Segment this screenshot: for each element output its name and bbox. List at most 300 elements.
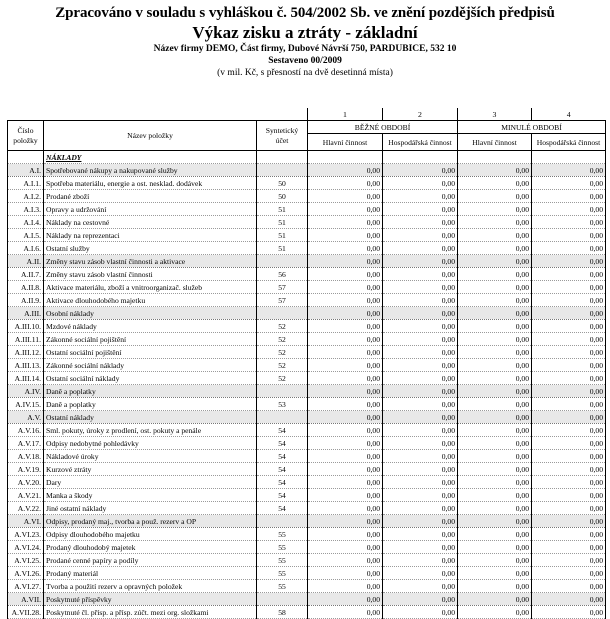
item-code: A.III.11.	[8, 333, 44, 346]
value-previous-econ: 0,00	[532, 307, 606, 320]
value-current-main: 0,00	[308, 515, 383, 528]
value-current-econ: 0,00	[383, 372, 458, 385]
synthetic-account: 58	[257, 606, 308, 619]
table-row	[8, 554, 606, 567]
item-code: A.V.21.	[8, 489, 44, 502]
item-code: A.VI.	[8, 515, 44, 528]
table-row	[8, 333, 606, 346]
compiled-date: Sestaveno 00/2009	[268, 56, 342, 66]
value-current-main: 0,00	[308, 450, 383, 463]
item-code: A.I.2.	[8, 190, 44, 203]
legal-basis-title: Zpracováno v souladu s vyhláškou č. 504/2002 Sb. ve znění pozdějších předpisů	[55, 5, 555, 21]
value-current-main: 0,00	[308, 593, 383, 606]
value-previous-main: 0,00	[458, 177, 532, 190]
value-previous-econ: 0,00	[532, 268, 606, 281]
income-statement-table	[7, 108, 606, 619]
item-code: A.I.1.	[8, 177, 44, 190]
table-row	[8, 489, 606, 502]
item-name: Aktivace materiálu, zboží a vnitroorganizač. služeb	[44, 281, 257, 294]
report-header	[0, 4, 610, 79]
synthetic-account: 50	[257, 190, 308, 203]
value-previous-main: 0,00	[458, 255, 532, 268]
value-previous-main: 0,00	[458, 333, 532, 346]
group-row	[8, 164, 606, 177]
item-code: A.III.13.	[8, 359, 44, 372]
value-current-econ: 0,00	[383, 398, 458, 411]
company-line: Název firmy DEMO, Část firmy, Dubové Návrší 750, PARDUBICE, 532 10	[153, 44, 457, 54]
header-previous-econ: Hospodářská činnost	[532, 134, 606, 151]
value-previous-main: 0,00	[458, 229, 532, 242]
value-previous-main: 0,00	[458, 216, 532, 229]
item-code: A.V.22.	[8, 502, 44, 515]
item-code: A.VI.26.	[8, 567, 44, 580]
table-row	[8, 229, 606, 242]
value-previous-main: 0,00	[458, 580, 532, 593]
value-previous-econ: 0,00	[532, 515, 606, 528]
item-code: A.I.3.	[8, 203, 44, 216]
value-previous-main: 0,00	[458, 463, 532, 476]
synthetic-account: 51	[257, 216, 308, 229]
synthetic-account: 52	[257, 359, 308, 372]
synthetic-account: 54	[257, 502, 308, 515]
synthetic-account: 54	[257, 489, 308, 502]
synthetic-account: 55	[257, 541, 308, 554]
value-current-econ: 0,00	[383, 307, 458, 320]
item-name: Poskytnuté příspěvky	[44, 593, 257, 606]
value-previous-econ: 0,00	[532, 359, 606, 372]
item-code: A.VI.27.	[8, 580, 44, 593]
item-name: Spotřeba materiálu, energie a ost. nesklad. dodávek	[44, 177, 257, 190]
item-code: A.V.16.	[8, 424, 44, 437]
item-code: A.V.20.	[8, 476, 44, 489]
value-previous-econ: 0,00	[532, 229, 606, 242]
table-row	[8, 606, 606, 619]
value-current-econ: 0,00	[383, 346, 458, 359]
value-current-econ: 0,00	[383, 580, 458, 593]
synthetic-account	[257, 593, 308, 606]
value-previous-econ: 0,00	[532, 424, 606, 437]
value-previous-main: 0,00	[458, 489, 532, 502]
value-previous-main: 0,00	[458, 190, 532, 203]
value-current-main: 0,00	[308, 294, 383, 307]
value-previous-econ: 0,00	[532, 606, 606, 619]
value-current-econ: 0,00	[383, 450, 458, 463]
value-previous-main: 0,00	[458, 593, 532, 606]
table-row	[8, 450, 606, 463]
value-previous-main: 0,00	[458, 164, 532, 177]
value-previous-main: 0,00	[458, 437, 532, 450]
value-previous-econ: 0,00	[532, 580, 606, 593]
section-costs-label: NÁKLADY	[46, 152, 82, 162]
group-row	[8, 385, 606, 398]
value-current-econ: 0,00	[383, 463, 458, 476]
item-name: Prodaný dlouhodobý majetek	[44, 541, 257, 554]
value-current-econ: 0,00	[383, 281, 458, 294]
table-row	[8, 541, 606, 554]
value-current-main: 0,00	[308, 424, 383, 437]
item-code: A.II.8.	[8, 281, 44, 294]
item-code: A.II.7.	[8, 268, 44, 281]
value-previous-econ: 0,00	[532, 398, 606, 411]
table-row	[8, 203, 606, 216]
item-name: Manka a škody	[44, 489, 257, 502]
synthetic-account: 51	[257, 229, 308, 242]
item-code: A.I.6.	[8, 242, 44, 255]
item-name: Nákladové úroky	[44, 450, 257, 463]
table-row	[8, 242, 606, 255]
value-current-econ: 0,00	[383, 242, 458, 255]
value-current-econ: 0,00	[383, 437, 458, 450]
value-previous-econ: 0,00	[532, 437, 606, 450]
value-current-main: 0,00	[308, 307, 383, 320]
item-name: Daně a poplatky	[44, 398, 257, 411]
item-name: Mzdové náklady	[44, 320, 257, 333]
value-current-main: 0,00	[308, 580, 383, 593]
item-name: Ostatní sociální pojištění	[44, 346, 257, 359]
value-current-main: 0,00	[308, 320, 383, 333]
value-current-econ: 0,00	[383, 294, 458, 307]
item-code: A.V.17.	[8, 437, 44, 450]
value-current-main: 0,00	[308, 385, 383, 398]
value-current-econ: 0,00	[383, 203, 458, 216]
value-current-main: 0,00	[308, 437, 383, 450]
table-row	[8, 502, 606, 515]
value-previous-econ: 0,00	[532, 567, 606, 580]
table-row	[8, 398, 606, 411]
table-row	[8, 463, 606, 476]
value-current-econ: 0,00	[383, 255, 458, 268]
value-previous-main: 0,00	[458, 567, 532, 580]
item-code: A.I.5.	[8, 229, 44, 242]
report-title: Výkaz zisku a ztráty - základní	[192, 23, 418, 42]
item-name: Změny stavu zásob vlastní činnosti a aktivace	[44, 255, 257, 268]
table-row	[8, 346, 606, 359]
value-current-econ: 0,00	[383, 424, 458, 437]
item-name: Ostatní sociální náklady	[44, 372, 257, 385]
value-current-econ: 0,00	[383, 593, 458, 606]
item-code: A.V.	[8, 411, 44, 424]
synthetic-account: 54	[257, 450, 308, 463]
value-current-econ: 0,00	[383, 489, 458, 502]
table-row	[8, 359, 606, 372]
value-previous-econ: 0,00	[532, 333, 606, 346]
table-row	[8, 372, 606, 385]
value-previous-main: 0,00	[458, 515, 532, 528]
value-current-main: 0,00	[308, 606, 383, 619]
item-name: Jiné ostatní náklady	[44, 502, 257, 515]
value-current-econ: 0,00	[383, 476, 458, 489]
synthetic-account: 54	[257, 463, 308, 476]
header-previous-period: MINULÉ OBDOBÍ	[458, 121, 606, 134]
value-previous-econ: 0,00	[532, 190, 606, 203]
value-current-econ: 0,00	[383, 528, 458, 541]
value-current-main: 0,00	[308, 398, 383, 411]
group-row	[8, 411, 606, 424]
value-previous-econ: 0,00	[532, 593, 606, 606]
value-current-econ: 0,00	[383, 164, 458, 177]
col-num-4: 4	[532, 108, 606, 121]
value-previous-econ: 0,00	[532, 541, 606, 554]
value-current-main: 0,00	[308, 489, 383, 502]
value-current-econ: 0,00	[383, 385, 458, 398]
value-current-main: 0,00	[308, 216, 383, 229]
value-current-econ: 0,00	[383, 411, 458, 424]
value-current-main: 0,00	[308, 268, 383, 281]
synthetic-account: 50	[257, 177, 308, 190]
value-previous-econ: 0,00	[532, 346, 606, 359]
value-current-econ: 0,00	[383, 567, 458, 580]
value-current-econ: 0,00	[383, 541, 458, 554]
item-name: Spotřebované nákupy a nakupované služby	[44, 164, 257, 177]
synthetic-account	[257, 164, 308, 177]
header-item-code: Číslo položky	[8, 121, 44, 151]
units-note: (v mil. Kč, s přesností na dvě desetinná místa)	[217, 68, 393, 78]
item-code: A.III.12.	[8, 346, 44, 359]
value-previous-main: 0,00	[458, 541, 532, 554]
item-code: A.V.19.	[8, 463, 44, 476]
value-previous-econ: 0,00	[532, 372, 606, 385]
synthetic-account: 55	[257, 554, 308, 567]
synthetic-account	[257, 385, 308, 398]
value-previous-econ: 0,00	[532, 294, 606, 307]
value-current-main: 0,00	[308, 463, 383, 476]
synthetic-account: 54	[257, 437, 308, 450]
synthetic-account: 57	[257, 294, 308, 307]
item-name: Ostatní náklady	[44, 411, 257, 424]
item-name: Náklady na cestovné	[44, 216, 257, 229]
value-previous-econ: 0,00	[532, 476, 606, 489]
value-previous-main: 0,00	[458, 242, 532, 255]
value-current-main: 0,00	[308, 190, 383, 203]
value-current-econ: 0,00	[383, 515, 458, 528]
value-previous-main: 0,00	[458, 502, 532, 515]
group-row	[8, 515, 606, 528]
synthetic-account: 52	[257, 333, 308, 346]
group-row	[8, 307, 606, 320]
value-current-main: 0,00	[308, 528, 383, 541]
value-previous-econ: 0,00	[532, 411, 606, 424]
value-current-main: 0,00	[308, 164, 383, 177]
value-previous-main: 0,00	[458, 450, 532, 463]
synthetic-account: 54	[257, 476, 308, 489]
item-name: Daně a poplatky	[44, 385, 257, 398]
value-current-econ: 0,00	[383, 177, 458, 190]
table-row	[8, 528, 606, 541]
value-current-main: 0,00	[308, 333, 383, 346]
value-previous-main: 0,00	[458, 307, 532, 320]
value-current-main: 0,00	[308, 541, 383, 554]
value-previous-main: 0,00	[458, 268, 532, 281]
item-name: Poskytnuté čl. přísp. a přísp. zúčt. mezi org. složkami	[44, 606, 257, 619]
value-previous-main: 0,00	[458, 411, 532, 424]
item-name: Kurzové ztráty	[44, 463, 257, 476]
value-previous-econ: 0,00	[532, 554, 606, 567]
value-previous-main: 0,00	[458, 476, 532, 489]
value-previous-main: 0,00	[458, 528, 532, 541]
header-item-name: Název položky	[44, 121, 257, 151]
synthetic-account: 55	[257, 567, 308, 580]
value-previous-econ: 0,00	[532, 489, 606, 502]
value-current-main: 0,00	[308, 255, 383, 268]
synthetic-account	[257, 411, 308, 424]
value-current-main: 0,00	[308, 567, 383, 580]
table-row	[8, 281, 606, 294]
value-previous-econ: 0,00	[532, 528, 606, 541]
item-name: Dary	[44, 476, 257, 489]
value-previous-main: 0,00	[458, 281, 532, 294]
value-previous-main: 0,00	[458, 424, 532, 437]
value-previous-econ: 0,00	[532, 164, 606, 177]
value-previous-main: 0,00	[458, 372, 532, 385]
table-row	[8, 424, 606, 437]
synthetic-account: 53	[257, 398, 308, 411]
table-row	[8, 476, 606, 489]
item-code: A.I.	[8, 164, 44, 177]
synthetic-account: 54	[257, 424, 308, 437]
col-num-2: 2	[383, 108, 458, 121]
value-current-econ: 0,00	[383, 359, 458, 372]
table-row	[8, 190, 606, 203]
item-code: A.IV.	[8, 385, 44, 398]
synthetic-account	[257, 255, 308, 268]
value-previous-main: 0,00	[458, 606, 532, 619]
item-code: A.II.9.	[8, 294, 44, 307]
value-previous-econ: 0,00	[532, 255, 606, 268]
column-number-row	[8, 108, 606, 121]
value-previous-main: 0,00	[458, 554, 532, 567]
group-row	[8, 593, 606, 606]
value-current-econ: 0,00	[383, 229, 458, 242]
value-previous-econ: 0,00	[532, 320, 606, 333]
item-name: Odpisy dlouhodobého majetku	[44, 528, 257, 541]
value-current-econ: 0,00	[383, 190, 458, 203]
item-name: Náklady na reprezentaci	[44, 229, 257, 242]
item-name: Sml. pokuty, úroky z prodlení, ost. pokuty a penále	[44, 424, 257, 437]
col-num-3: 3	[458, 108, 532, 121]
synthetic-account: 51	[257, 203, 308, 216]
value-previous-econ: 0,00	[532, 177, 606, 190]
item-name: Opravy a udržování	[44, 203, 257, 216]
item-name: Aktivace dlouhodobého majetku	[44, 294, 257, 307]
value-previous-econ: 0,00	[532, 203, 606, 216]
synthetic-account	[257, 307, 308, 320]
value-current-econ: 0,00	[383, 268, 458, 281]
value-current-econ: 0,00	[383, 320, 458, 333]
value-previous-econ: 0,00	[532, 502, 606, 515]
item-name: Prodaný materiál	[44, 567, 257, 580]
header-previous-main: Hlavní činnost	[458, 134, 532, 151]
item-name: Změny stavu zásob vlastní činnosti	[44, 268, 257, 281]
header-current-period: BĚŽNÉ OBDOBÍ	[308, 121, 458, 134]
value-current-main: 0,00	[308, 281, 383, 294]
header-current-econ: Hospodářská činnost	[383, 134, 458, 151]
item-name: Tvorba a použití rezerv a opravných položek	[44, 580, 257, 593]
value-previous-main: 0,00	[458, 359, 532, 372]
value-current-main: 0,00	[308, 411, 383, 424]
synthetic-account: 52	[257, 346, 308, 359]
value-previous-econ: 0,00	[532, 242, 606, 255]
synthetic-account: 57	[257, 281, 308, 294]
group-row	[8, 255, 606, 268]
item-code: A.I.4.	[8, 216, 44, 229]
item-code: A.V.18.	[8, 450, 44, 463]
value-current-main: 0,00	[308, 554, 383, 567]
synthetic-account: 55	[257, 528, 308, 541]
item-name: Odpisy nedobytné pohledávky	[44, 437, 257, 450]
synthetic-account: 56	[257, 268, 308, 281]
value-current-main: 0,00	[308, 372, 383, 385]
synthetic-account: 51	[257, 242, 308, 255]
header-synthetic-account: Syntetický účet	[257, 121, 308, 151]
table-row	[8, 294, 606, 307]
value-current-main: 0,00	[308, 359, 383, 372]
table-row	[8, 177, 606, 190]
value-current-econ: 0,00	[383, 502, 458, 515]
item-code: A.IV.15.	[8, 398, 44, 411]
table-row	[8, 567, 606, 580]
report-rows	[8, 164, 606, 619]
item-code: A.III.	[8, 307, 44, 320]
item-code: A.III.10.	[8, 320, 44, 333]
item-code: A.VI.24.	[8, 541, 44, 554]
value-previous-econ: 0,00	[532, 281, 606, 294]
value-current-econ: 0,00	[383, 554, 458, 567]
item-code: A.II.	[8, 255, 44, 268]
item-name: Zákonné sociální pojištění	[44, 333, 257, 346]
synthetic-account: 52	[257, 320, 308, 333]
item-name: Odpisy, prodaný maj., tvorba a použ. rezerv a OP	[44, 515, 257, 528]
item-code: A.VII.28.	[8, 606, 44, 619]
header-current-main: Hlavní činnost	[308, 134, 383, 151]
item-name: Prodané zboží	[44, 190, 257, 203]
value-previous-main: 0,00	[458, 385, 532, 398]
item-name: Prodané cenné papíry a podíly	[44, 554, 257, 567]
value-current-main: 0,00	[308, 203, 383, 216]
table-row	[8, 580, 606, 593]
value-previous-econ: 0,00	[532, 450, 606, 463]
value-current-main: 0,00	[308, 502, 383, 515]
table-row	[8, 216, 606, 229]
value-current-econ: 0,00	[383, 333, 458, 346]
table-row	[8, 437, 606, 450]
value-current-main: 0,00	[308, 229, 383, 242]
synthetic-account: 55	[257, 580, 308, 593]
item-name: Ostatní služby	[44, 242, 257, 255]
value-current-main: 0,00	[308, 346, 383, 359]
item-name: Osobní náklady	[44, 307, 257, 320]
item-code: A.VI.25.	[8, 554, 44, 567]
synthetic-account: 52	[257, 372, 308, 385]
value-previous-main: 0,00	[458, 294, 532, 307]
col-num-1: 1	[308, 108, 383, 121]
value-current-main: 0,00	[308, 177, 383, 190]
value-previous-main: 0,00	[458, 398, 532, 411]
value-current-econ: 0,00	[383, 216, 458, 229]
value-current-econ: 0,00	[383, 606, 458, 619]
value-current-main: 0,00	[308, 242, 383, 255]
value-previous-main: 0,00	[458, 320, 532, 333]
value-previous-econ: 0,00	[532, 385, 606, 398]
item-code: A.VII.	[8, 593, 44, 606]
item-name: Zákonné sociální náklady	[44, 359, 257, 372]
table-row	[8, 268, 606, 281]
value-previous-main: 0,00	[458, 346, 532, 359]
value-previous-main: 0,00	[458, 203, 532, 216]
value-previous-econ: 0,00	[532, 216, 606, 229]
item-code: A.VI.23.	[8, 528, 44, 541]
value-current-main: 0,00	[308, 476, 383, 489]
item-code: A.III.14.	[8, 372, 44, 385]
